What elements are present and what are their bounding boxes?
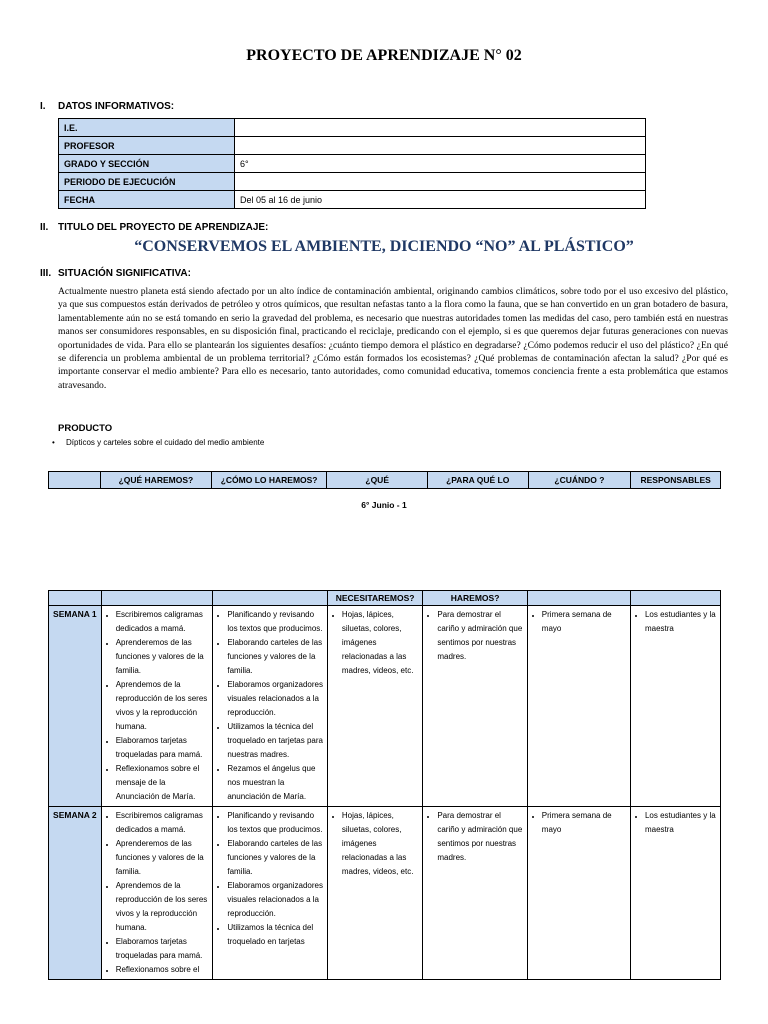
producto-item-text: Dípticos y carteles sobre el cuidado del medio ambiente [66,438,265,447]
list-item: • Planificando y revisando los textos que producimos. [227,608,324,636]
list-item: • Aprenderemos de las funciones y valores de la familia. [116,636,210,678]
project-title: “CONSERVEMOS EL AMBIENTE, DICIENDO “NO” AL PLÁSTICO” [134,238,634,255]
cell-que [101,606,213,807]
cell-responsables [630,807,720,980]
info-key: I.E. [59,119,235,137]
cell-necesitaremos [327,606,422,807]
plan-header-cell [49,591,102,606]
list-item: • Escribiremos caligramas dedicados a mamá. [116,809,210,837]
list-item: • Aprendemos de la reproducción de los seres vivos y la reproducción humana. [116,678,210,734]
strip-header-cell: ¿QUÉ HAREMOS? [100,472,211,489]
list-item: • Elaborando carteles de las funciones y valores de la familia. [227,837,324,879]
list-item: • Escribiremos caligramas dedicados a mamá. [116,608,210,636]
section-1-number: I. [40,101,46,112]
info-table [58,118,646,209]
strip-header-cell: ¿PARA QUÉ LO [427,472,528,489]
list-item: • Reflexionamos sobre el [116,963,210,977]
weekly-plan-table [48,590,721,980]
bullet-list [331,809,419,879]
info-value: Del 05 al 16 de junio [235,191,646,209]
cell-cuando [527,606,630,807]
cell-que [101,807,213,980]
bullet-icon: • [52,438,55,447]
list-item: • Para demostrar el cariño y admiración que sentimos por nuestras madres. [437,809,523,865]
plan-header-cell: NECESITAREMOS? [327,591,422,606]
week-row [49,807,721,980]
list-item: • Elaboramos organizadores visuales relacionados a la reproducción. [227,678,324,720]
plan-header-row [49,591,721,606]
list-item: • Los estudiantes y la maestra [645,809,717,837]
list-item: • Elaboramos organizadores visuales relacionados a la reproducción. [227,879,324,921]
plan-header-cell [213,591,328,606]
list-item: • Elaboramos tarjetas troqueladas para mamá. [116,734,210,762]
section-3-label: SITUACIÓN SIGNIFICATIVA: [58,268,191,279]
cell-como [213,606,328,807]
list-item: • Primera semana de mayo [542,809,627,837]
producto-item [52,438,264,447]
info-value: 6° [235,155,646,173]
list-item: • Aprendemos de la reproducción de los seres vivos y la reproducción humana. [116,879,210,935]
info-row [59,155,646,173]
cell-para-que [423,807,527,980]
strip-header-cell: RESPONSABLES [631,472,721,489]
list-item: • Reflexionamos sobre el mensaje de la Anunciación de María. [116,762,210,804]
strip-header-cell: ¿CÓMO LO HAREMOS? [211,472,327,489]
info-key: GRADO Y SECCIÓN [59,155,235,173]
list-item: • Rezamos el ángelus que nos muestran la anunciación de María. [227,762,324,804]
bullet-list [331,608,419,678]
section-2-label: TITULO DEL PROYECTO DE APRENDIZAJE: [58,222,269,233]
bullet-list [216,809,324,949]
list-item: • Hojas, lápices, siluetas, colores, imágenes relacionadas a las madres, videos, etc. [342,809,419,879]
section-2-number: II. [40,222,49,233]
list-item: • Hojas, lápices, siluetas, colores, imágenes relacionadas a las madres, videos, etc. [342,608,419,678]
section-1-label: DATOS INFORMATIVOS: [58,101,175,112]
section-3-number: III. [40,268,52,279]
cell-necesitaremos [327,807,422,980]
list-item: • Utilizamos la técnica del troquelado en tarjetas [227,921,324,949]
list-item: • Elaboramos tarjetas troqueladas para mamá. [116,935,210,963]
list-item: • Utilizamos la técnica del troquelado en tarjetas para nuestras madres. [227,720,324,762]
plan-header-cell [527,591,630,606]
info-row [59,191,646,209]
situation-paragraph: Actualmente nuestro planeta está siendo afectado por un alto índice de contaminación ambiental, originando cambios climáticos, sobre todo por el uso excesivo del plástico, ya que sus compuestos están derivados de petróleo y otros químicos, que resultan nefastas tanto a la flora como la fauna, que se han convertido en un gran botadero de basura, lamentablemente aún no se está tomando en serio la gravedad del problema, es necesario que nuestras autoridades tomen las medidas del caso, pero también está en nuestras manos ser consumidores responsables, en su disposición final, practicando el reciclaje, predicando con el ejemplo, si es que queremos dejar futuras generaciones con nuevas oportunidades de vida. Para ello se plantearán los siguientes desafíos: ¿cuánto tiempo demora el plástico en degradarse? ¿Cómo podemos reducir el uso del plástico? ¿En qué se diferencia un problema ambiental de un problema territorial? ¿Cómo están formados los ecosistemas? ¿Qué problemas de contaminación afectan la salud? ¿Por qué es importante conservar el medio ambiente? Para ello es necesario, tanto autoridades, como comunidad educativa, tomemos conciencia frente a esta problemática que estamos atravesando. [58,286,728,391]
info-key: PROFESOR [59,137,235,155]
cell-cuando [527,807,630,980]
bullet-list [426,809,523,865]
cell-para-que [423,606,527,807]
list-item: • Elaborando carteles de las funciones y valores de la familia. [227,636,324,678]
bullet-list [531,809,627,837]
week-label: SEMANA 1 [49,606,102,807]
week-label: SEMANA 2 [49,807,102,980]
info-value [235,173,646,191]
list-item: • Aprenderemos de las funciones y valores de la familia. [116,837,210,879]
plan-header-cell: HAREMOS? [423,591,527,606]
week-row [49,606,721,807]
producto-heading: PRODUCTO [58,423,113,434]
list-item: • Para demostrar el cariño y admiración que sentimos por nuestras madres. [437,608,523,664]
info-row [59,173,646,191]
list-item: • Planificando y revisando los textos que producimos. [227,809,324,837]
strip-header-cell: ¿CUÁNDO ? [528,472,631,489]
activities-header-strip [48,471,721,489]
document-title: PROYECTO DE APRENDIZAJE N° 02 [246,47,522,64]
bullet-list [216,608,324,804]
info-value [235,119,646,137]
info-value [235,137,646,155]
info-key: FECHA [59,191,235,209]
bullet-list [634,608,717,636]
cell-responsables [630,606,720,807]
bullet-list [426,608,523,664]
bullet-list [105,809,210,977]
list-item: • Primera semana de mayo [542,608,627,636]
junio-label: 6° Junio - 1 [361,500,407,510]
bullet-list [634,809,717,837]
info-key: PERIODO DE EJECUCIÓN [59,173,235,191]
strip-header-cell [49,472,101,489]
info-row [59,119,646,137]
list-item: • Los estudiantes y la maestra [645,608,717,636]
strip-header-cell: ¿QUÉ [327,472,427,489]
cell-como [213,807,328,980]
bullet-list [105,608,210,804]
plan-header-cell [630,591,720,606]
info-row [59,137,646,155]
plan-header-cell [101,591,213,606]
bullet-list [531,608,627,636]
